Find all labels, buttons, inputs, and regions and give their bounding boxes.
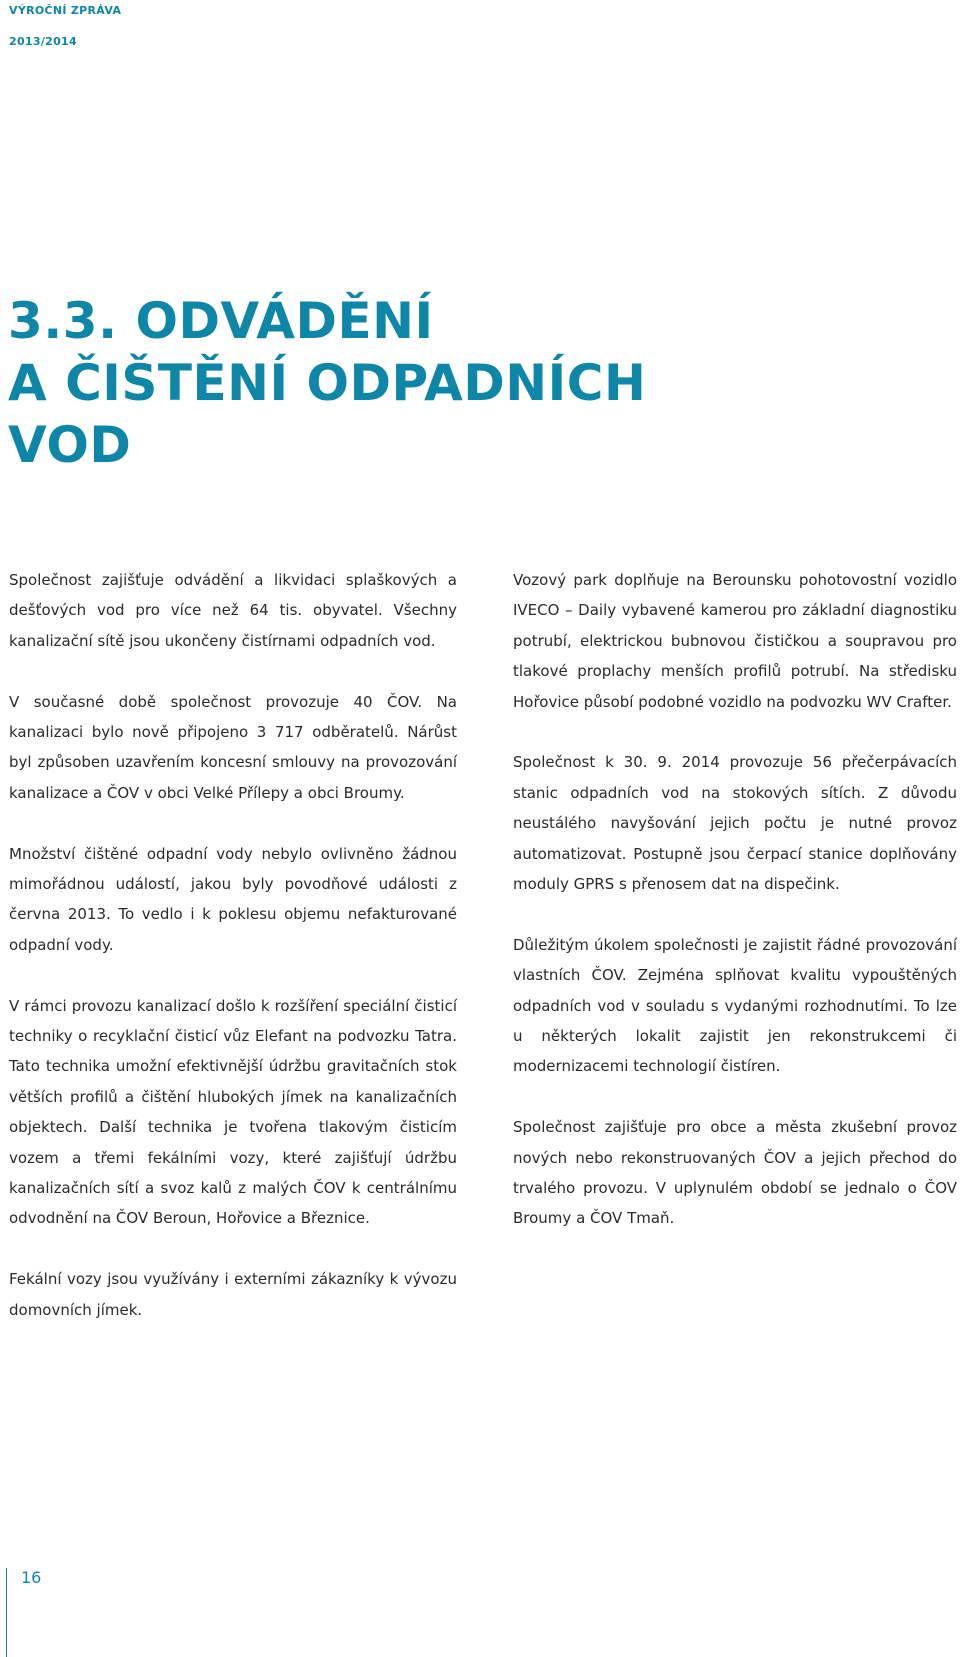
paragraph: Množství čištěné odpadní vody nebylo ovlivněno žádnou mimořádnou událostí, jakou byly povodňové události z června 2013. To vedlo i k poklesu objemu nefakturované odpadní vody. — [9, 844, 457, 954]
page-number-rule — [6, 1568, 7, 1657]
paragraph: Společnost zajišťuje odvádění a likvidaci splaškových a dešťových vod pro více než 64 tis. obyvatel. Všechny kanalizační sítě jsou ukončeny čistírnami odpadních vod. — [9, 571, 457, 650]
left-text-column — [9, 565, 457, 1355]
paragraph: V současné době společnost provozuje 40 ČOV. Na kanalizaci bylo nově připojeno 3 717 odběratelů. Nárůst byl způsoben uzavřením koncesní smlouvy na provozování kanalizace a ČOV v obci Velké Přílepy a obci Broumy. — [9, 692, 457, 802]
paragraph: Společnost k 30. 9. 2014 provozuje 56 přečerpávacích stanic odpadních vod na stokových sítích. Z důvodu neustálého navyšování jejich počtu je nutné provoz automatizovat. Postupně jsou čerpací stanice doplňovány moduly GPRS s přenosem dat na dispečink. — [513, 753, 957, 894]
page-number: 16 — [21, 1568, 42, 1587]
section-title-line-1: 3.3. ODVÁDĚNÍ — [8, 292, 434, 350]
paragraph: Vozový park doplňuje na Berounsku pohotovostní vozidlo IVECO – Daily vybavené kamerou pro základní diagnostiku potrubí, elektrickou bubnovou čističkou a soupravou pro tlakové proplachy menších profilů potrubí. Na středisku Hořovice působí podobné vozidlo na podvozku WV Crafter. — [513, 571, 957, 711]
report-year: 2013/2014 — [9, 35, 77, 48]
paragraph: Fekální vozy jsou využívány i externími zákazníky k vývozu domovních jímek. — [9, 1270, 457, 1319]
paragraph: Společnost zajišťuje pro obce a města zkušební provoz nových nebo rekonstruovaných ČOV a jejich přechod do trvalého provozu. V uplynulém období se jednalo o ČOV Broumy a ČOV Tmaň. — [513, 1118, 957, 1228]
paragraph: V rámci provozu kanalizací došlo k rozšíření speciální čisticí techniky o recyklační čisticí vůz Elefant na podvozku Tatra. Tato technika umožní efektivnější údržbu gravitačních stok větších profilů a čištění hlubokých jímek na kanalizačních objektech. Další technika je tvořena tlakovým čisticím vozem a třemi fekálními vozy, které zajišťují údržbu kanalizačních sítí a svoz kalů z malých ČOV k centrálnímu odvodnění na ČOV Beroun, Hořovice a Březnice. — [9, 996, 457, 1228]
right-text-column — [513, 565, 957, 1264]
section-title-line-2: A ČIŠTĚNÍ ODPADNÍCH — [8, 354, 647, 412]
paragraph: Důležitým úkolem společnosti je zajistit řádné provozování vlastních ČOV. Zejména splňovat kvalitu vypouštěných odpadních vod v souladu s vydanými rozhodnutími. To lze u některých lokalit zajistit jen rekonstrukcemi či modernizacemi technologií čistíren. — [513, 935, 957, 1076]
section-title-line-3: VOD — [8, 416, 132, 474]
report-label: VÝROČNÍ ZPRÁVA — [9, 4, 122, 17]
section-title — [8, 290, 646, 476]
